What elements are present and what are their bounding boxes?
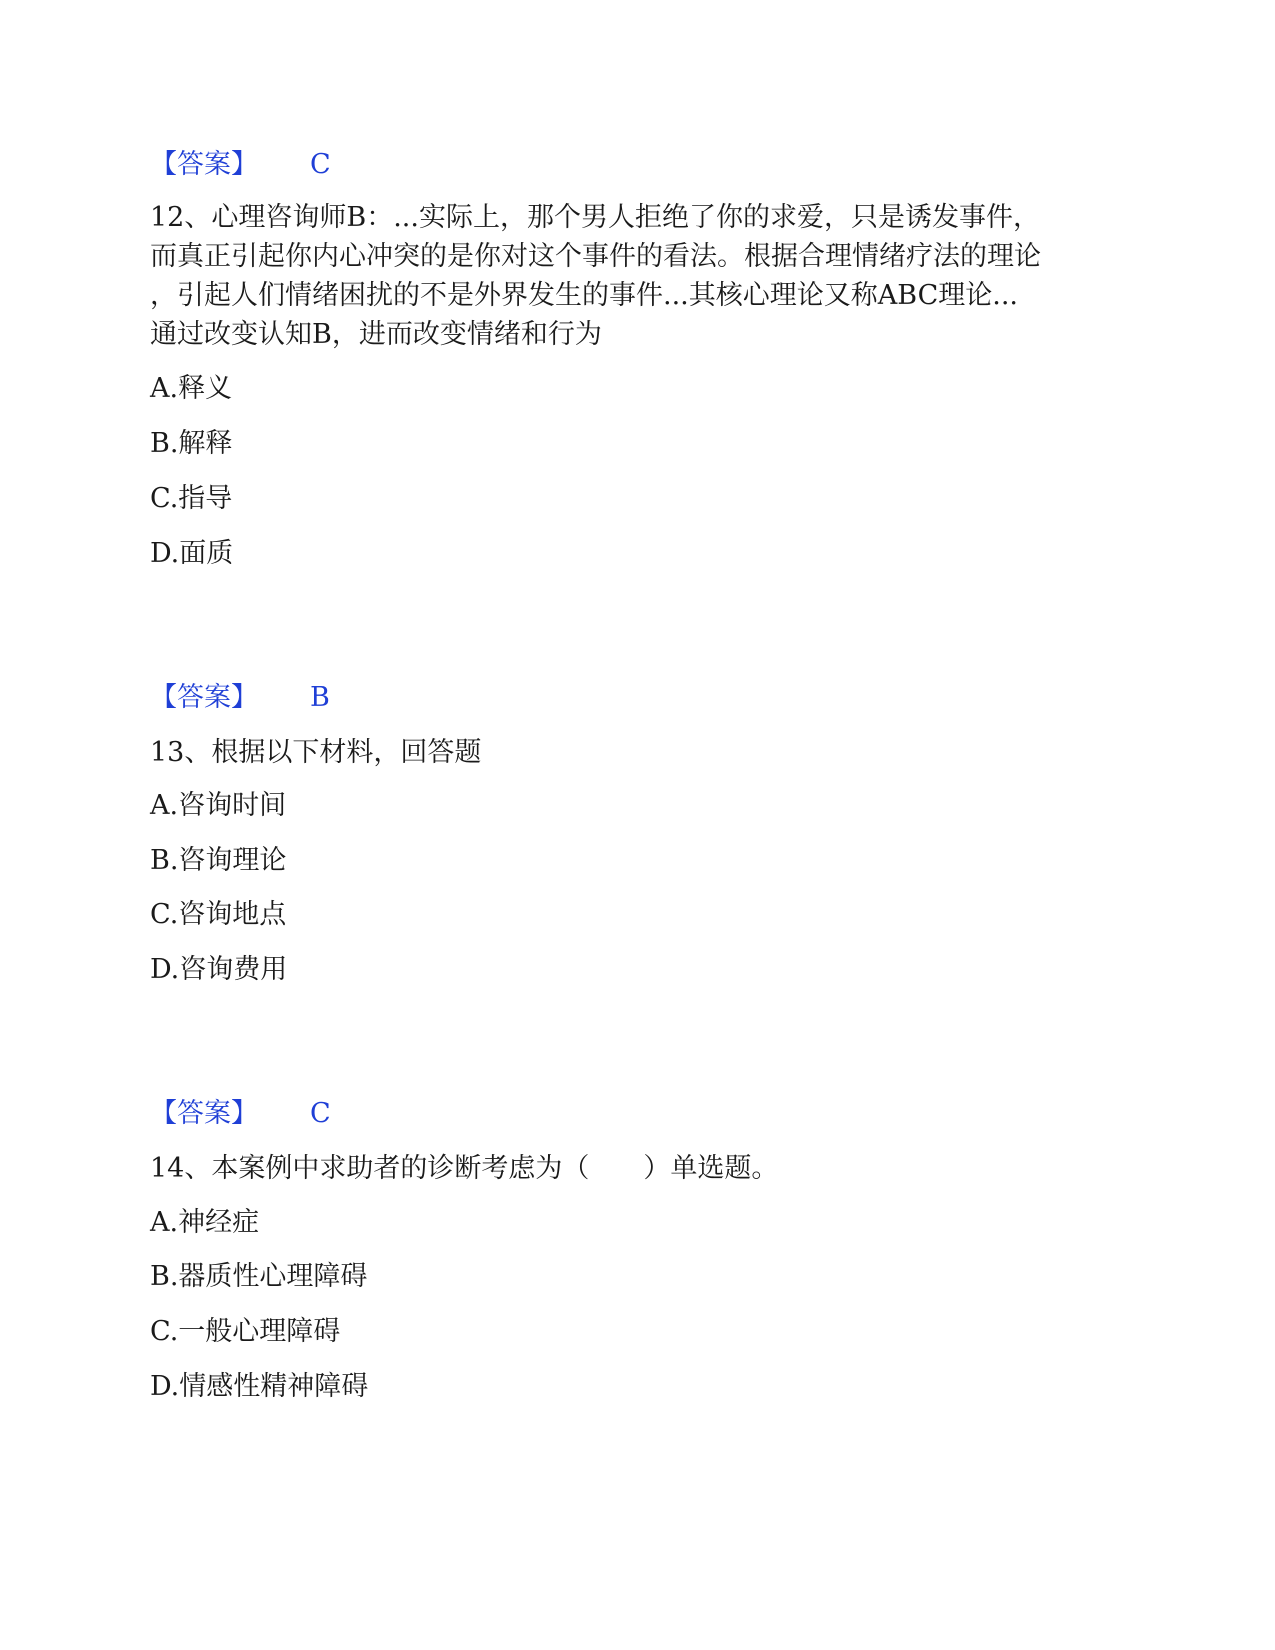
- option-b: B.咨询理论: [150, 845, 287, 876]
- option-c: C.一般心理障碍: [150, 1316, 341, 1347]
- question-line: 通过改变认知B，进而改变情绪和行为: [150, 319, 602, 350]
- option-b: B.解释: [150, 428, 233, 459]
- option-a: A.释义: [150, 373, 233, 404]
- question-line: ，引起人们情绪困扰的不是外界发生的事件...其核心理论又称ABC理论...: [150, 280, 1018, 311]
- option-a: A.咨询时间: [150, 790, 287, 821]
- option-d: D.面质: [150, 538, 234, 569]
- question-12-text: [150, 198, 1140, 354]
- option-b: B.器质性心理障碍: [150, 1261, 368, 1292]
- answer-label: 【答案】: [150, 1098, 258, 1129]
- answer-value: C: [310, 149, 331, 180]
- answer-value: B: [310, 682, 330, 713]
- answer-line: [150, 1097, 331, 1131]
- option-a: A.神经症: [150, 1207, 260, 1238]
- answer-label: 【答案】: [150, 149, 258, 180]
- answer-line: [150, 681, 330, 715]
- answer-label: 【答案】: [150, 682, 258, 713]
- option-c: C.指导: [150, 483, 233, 514]
- question-line: 12、心理咨询师B：...实际上，那个男人拒绝了你的求爱，只是诱发事件，: [150, 202, 1040, 233]
- answer-value: C: [310, 1098, 331, 1129]
- question-13-text: [150, 733, 1140, 772]
- question-line: 14、本案例中求助者的诊断考虑为（ ）单选题。: [150, 1153, 779, 1184]
- option-d: D.咨询费用: [150, 954, 288, 985]
- answer-line: [150, 148, 331, 182]
- option-c: C.咨询地点: [150, 899, 287, 930]
- question-line: 13、根据以下材料，回答题: [150, 737, 482, 768]
- option-d: D.情感性精神障碍: [150, 1371, 369, 1402]
- question-14-text: [150, 1149, 1140, 1188]
- question-line: 而真正引起你内心冲突的是你对这个事件的看法。根据合理情绪疗法的理论: [150, 241, 1041, 272]
